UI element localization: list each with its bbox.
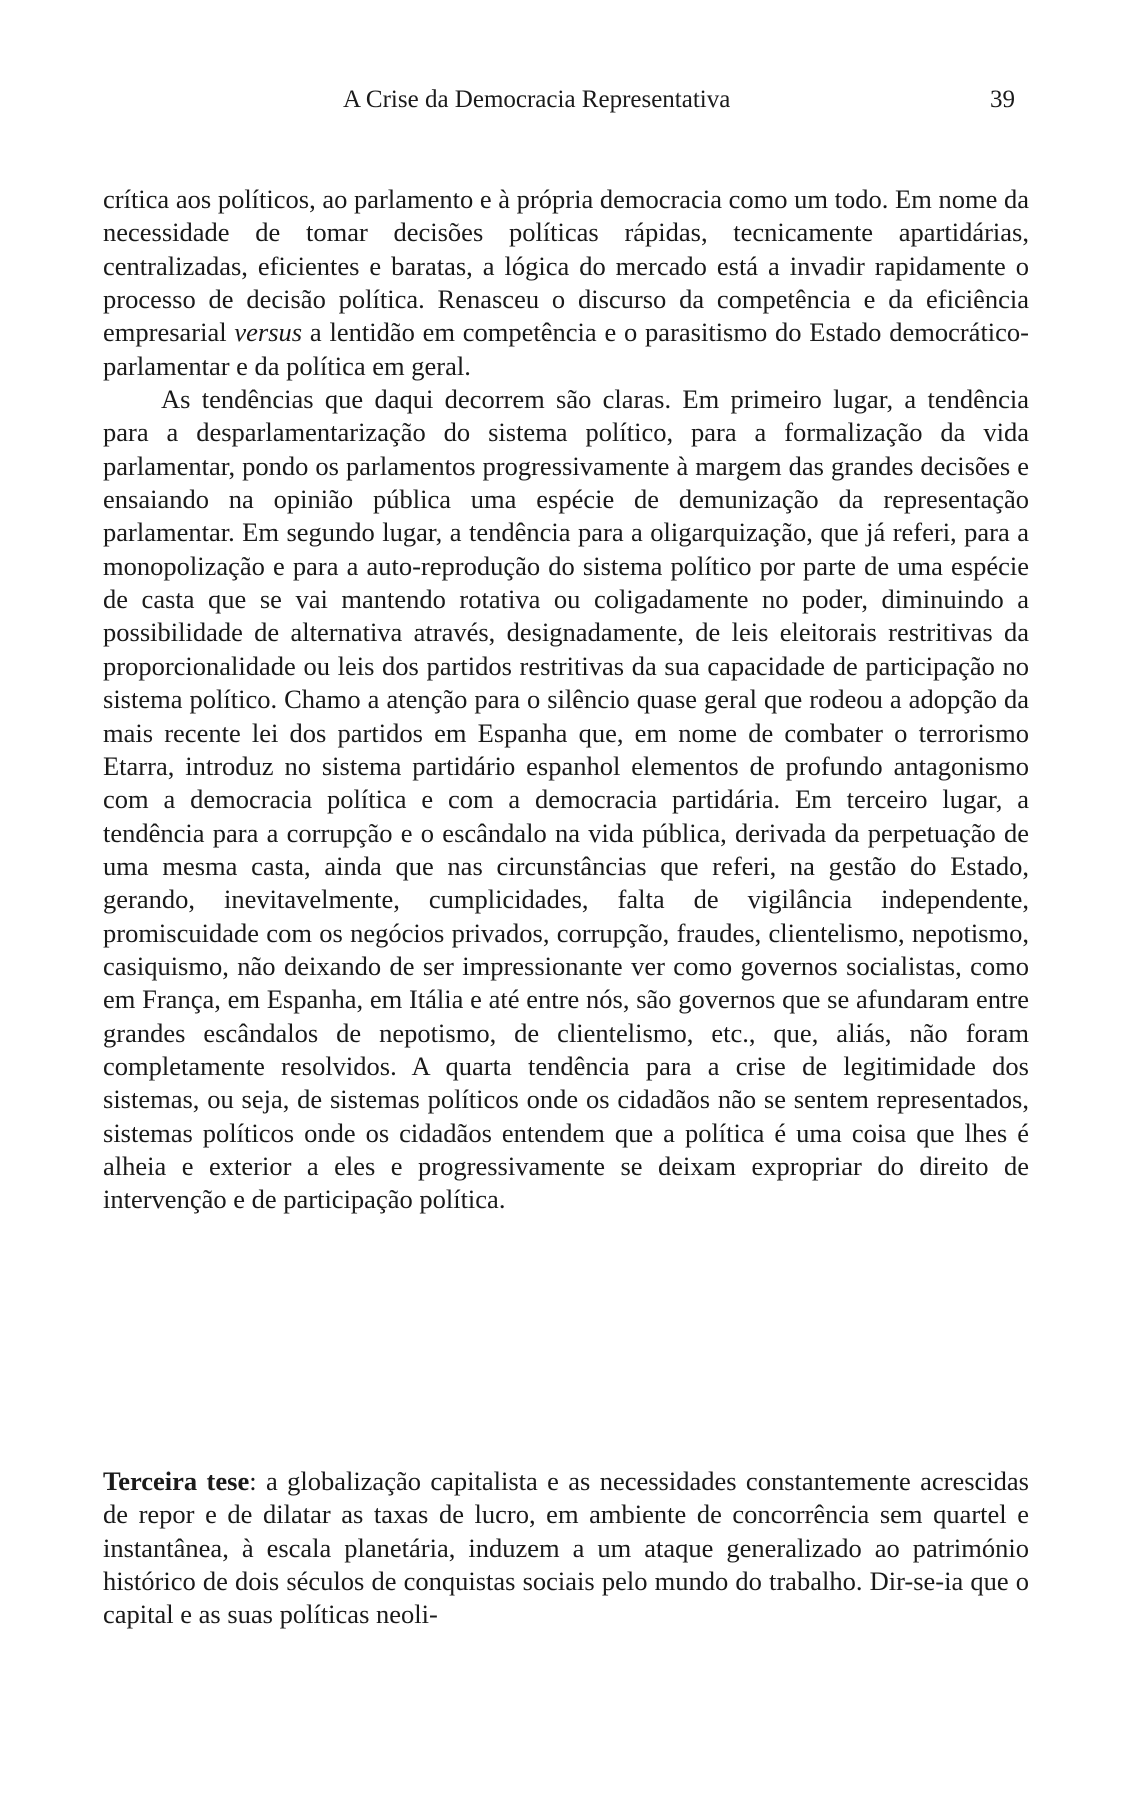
running-title: A Crise da Democracia Representativa — [343, 86, 731, 113]
body-text-section — [103, 1465, 1029, 1632]
body-text — [103, 183, 1029, 1217]
page-number: 39 — [990, 86, 1015, 113]
paragraph-text-continued: a lentidão em competência e o parasitismo do Estado democrático-parlamentar e da política em geral. — [103, 317, 1030, 381]
running-header — [0, 86, 1145, 126]
thesis-label: Terceira tese — [103, 1466, 250, 1496]
paragraph: As tendências que daqui decorrem são claras. Em primeiro lugar, a tendência para a desparlamentarização do sistema político, para a formalização da vida parlamentar, pondo os parlamentos progressivamente à margem das grandes decisões e ensaiando na opinião pública uma espécie de demunização da representação parlamentar. Em segundo lugar, a tendência para a oligarquização, que já referi, para a monopolização e para a auto-reprodução do sistema político por parte de uma espécie de casta que se vai mantendo rotativa ou coligadamente no poder, diminuindo a possibilidade de alternativa através, designadamente, de leis eleitorais restritivas da proporcionalidade ou leis dos partidos restritivas da sua capacidade de participação no sistema político. Chamo a atenção para o silêncio quase geral que rodeou a adopção da mais recente lei dos partidos em Espanha que, em nome de combater o terrorismo Etarra, introduz no sistema partidário espanhol elementos de profundo antagonismo com a democracia política e com a democracia partidária. Em terceiro lugar, a tendência para a corrupção e o escândalo na vida pública, derivada da perpetuação de uma mesma casta, ainda que nas circunstâncias que referi, na gestão do Estado, gerando, inevitavelmente, cumplicidades, falta de vigilância independente, promiscuidade com os negócios privados, corrupção, fraudes, clientelismo, nepotismo, casiquismo, não deixando de ser impressionante ver como governos socialistas, como em França, em Espanha, em Itália e até entre nós, são governos que se afundaram entre grandes escândalos de nepotismo, de clientelismo, etc., que, aliás, não foram completamente resolvidos. A quarta tendência para a crise de legitimidade dos sistemas, ou seja, de sistemas políticos onde os cidadãos não se sentem representados, sistemas políticos onde os cidadãos entendem que a política é uma coisa que lhes é alheia e exterior a eles e progressivamente se deixam expropriar do direito de intervenção e de participação política. — [103, 384, 1029, 1215]
paragraph-text: : a globalização capitalista e as necessidades constantemente acrescidas de repor e de dilatar as taxas de lucro, em ambiente de concorrência sem quartel e instantânea, à escala planetária, induzem a um ataque generalizado ao património histórico de dois séculos de conquistas sociais pelo mundo do trabalho. Dir-se-ia que o capital e as suas políticas neoli- — [103, 1466, 1029, 1630]
paragraph — [103, 183, 1029, 383]
paragraph — [103, 1465, 1029, 1632]
paragraph-text: crítica aos políticos, ao parlamento e à própria democracia como um todo. Em nome da necessidade de tomar decisões políticas rápidas, tecnicamente apartidárias, centralizadas, eficientes e baratas, a lógica do mercado está a invadir rapidamente o processo de decisão política. Renasceu o discurso da competência e da eficiência empresarial — [103, 184, 1029, 348]
italic-term: versus — [234, 317, 303, 348]
